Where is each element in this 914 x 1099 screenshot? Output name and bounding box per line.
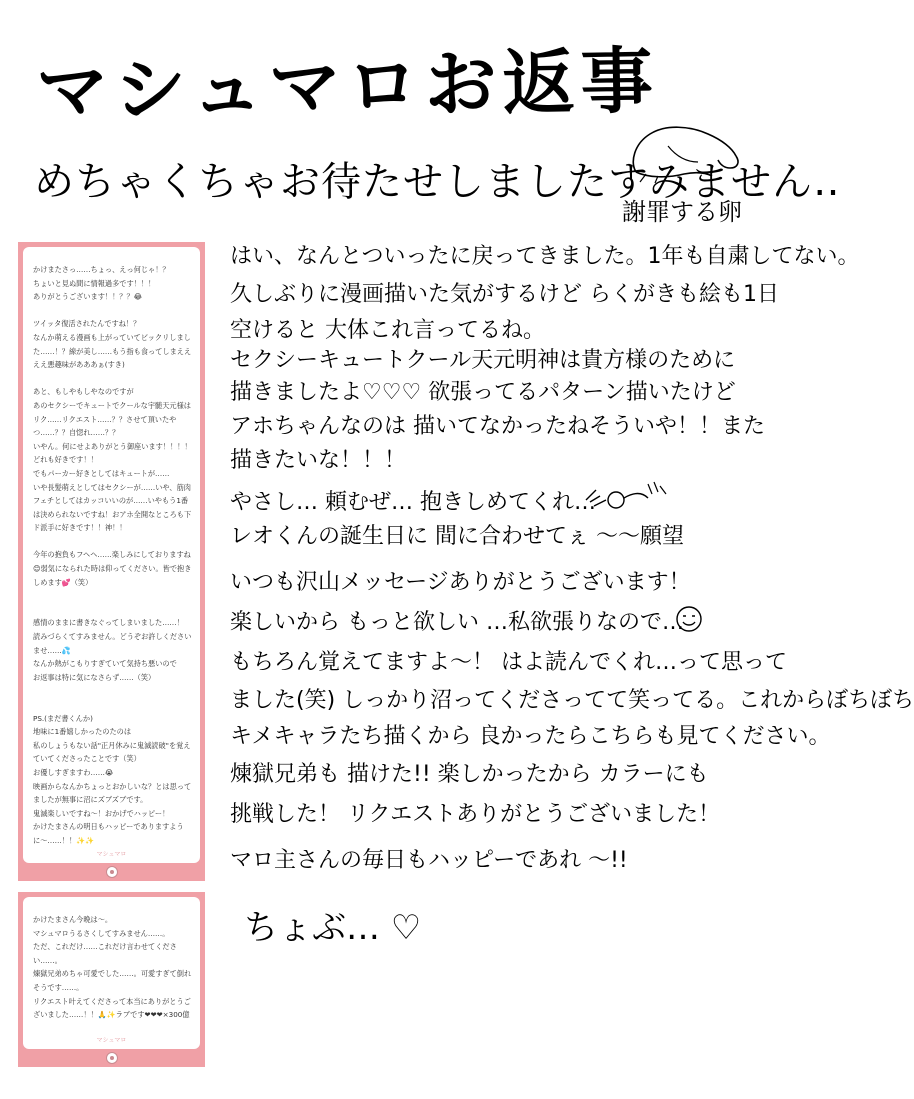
- brand-label: マシュマロ: [96, 851, 127, 858]
- grinning-face-doodle: [674, 604, 704, 634]
- reply-line: 久しぶりに漫画描いた気がするけど らくがきも絵も1日: [230, 282, 779, 307]
- message-text: かけまたさっ……ちょっ、えっ何じゃ！？ ちょいと見ぬ間に情報過多です！！！ ありがとうございます！！？？😂 ツイッタ復活されたんですね！？ なんか萌える漫画も上がっていてビックリしました……！？線が美し……もう指も食ってしまええええ悪趣味があああぁ(すき) あと、もしやもしやなのですが あのセクシーでキュートでクールな宇髄天元様はリク……リクエスト……？？させて頂いたやつ……？？自惚れ……？？ いやん。何にせよありがとう御座います！！！！どれも好きです！！ でもパーカー好きとしてはキュートが…… いや長髪萌えとしてはセクシーが……いや、筋肉フェチとしてはカッコいいのが……いやもう1番は決められないですね！おアホ全開なところも下ド派手に好きです！！神！！ 今年の抱負もフヘヘ……楽しみにしておりますね😊弱気になられた時は仰ってください。皆で抱きしめます💕（笑） 感情のままに書きなぐってしまいました……！ 読みづらくてすみません。どうぞお許しくださいませ……💦 なんか熱がこもりすぎていて気持ち悪いので お返事は特に気になさらず……（笑） PS.(まだ書くんか) 地味に1番嬉しかったのたのは 私のしょうもない話"正月休みに鬼滅読破"を覚えていてくださったことです（笑） お優しすぎますわ……😭 映画からなんかちょっとおかしいな？とは思ってましたが無事に沼にズブズブです。 鬼滅楽しいですね〜！おかげでハッピー！ かけたまさんの明日もハッピーでありますように〜……！！✨✨: [33, 265, 192, 845]
- reply-line: レオくんの誕生日に 間に合わせてぇ ～～願望: [230, 524, 684, 549]
- creature-caption: 謝罪する卵: [622, 198, 742, 226]
- marshmallow-logo-icon: [106, 866, 118, 878]
- brand-label: マシュマロ: [96, 1037, 127, 1044]
- shout-doodle: [582, 478, 674, 522]
- marshmallow-card-2: [18, 892, 205, 1067]
- reply-line: やさし… 頼むぜ… 抱きしめてくれ…: [230, 490, 596, 515]
- marshmallow-card-1: [18, 242, 205, 881]
- reply-line: 煉獄兄弟も 描けた!! 楽しかったから カラーにも: [230, 762, 709, 787]
- reply-line: アホちゃんなのは 描いてなかったねそういや！！また: [230, 414, 765, 439]
- reply-line: 描きましたよ♡♡♡ 欲張ってるパターン描いたけど: [230, 380, 736, 405]
- reply-line: 空けると 大体これ言ってるね。: [230, 318, 545, 343]
- card-body: [23, 247, 200, 863]
- reply-line: はい、なんとついったに戻ってきました。1年も自粛してない。: [230, 244, 860, 269]
- reply-line: 描きたいな！！！: [230, 448, 407, 473]
- page-title: マシュマロお返事: [35, 38, 660, 134]
- reply-line: セクシーキュートクール天元明神は貴方様のために: [230, 348, 736, 373]
- apologizing-egg-doodle: [628, 122, 743, 184]
- reply-line: もちろん覚えてますよ～！ はよ読んでくれ…って思って: [230, 650, 787, 675]
- reply-line: いつも沢山メッセージありがとうございます！: [230, 570, 691, 595]
- message-text: かけたまさん今晩は〜。 マシュマロうるさくしてすみません……。 ただ、これだけ……これだけ言わせてください……。 煉獄兄弟めちゃ可愛でした……。可愛すぎて倒れそうです……。 リクエスト叶えてくださって本当にありがとうございました……！！🙏✨ラブです❤❤❤×300億: [33, 915, 192, 1020]
- reply-line: 楽しいから もっと欲しい …私欲張りなので…: [230, 610, 684, 635]
- signature: ちょぶ… ♡: [244, 908, 422, 948]
- reply-line: キメキャラたち描くから 良かったらこちらも見てください。: [230, 724, 831, 749]
- apology-subtitle: めちゃくちゃお待たせしましたすみません‥: [34, 159, 841, 205]
- reply-line: ました(笑) しっかり沼ってくださってて笑ってる。これからぼちぼち: [230, 688, 914, 713]
- card-body: [23, 897, 200, 1049]
- marshmallow-logo-icon: [106, 1052, 118, 1064]
- reply-line: 挑戦した！ リクエストありがとうございました！: [230, 802, 721, 827]
- reply-line: マロ主さんの毎日もハッピーであれ ～!!: [230, 848, 628, 873]
